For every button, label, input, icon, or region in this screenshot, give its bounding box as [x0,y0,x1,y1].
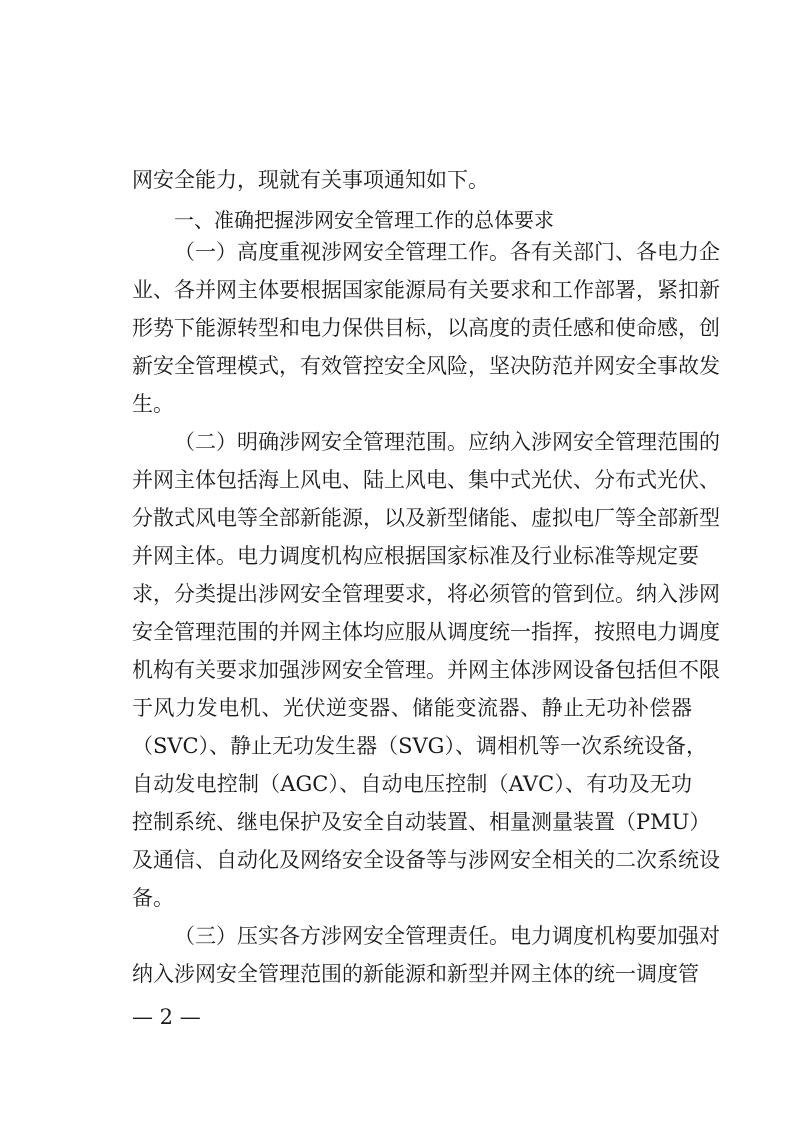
section-heading: 一、准确把握涉网安全管理工作的总体要求 [174,208,554,232]
paragraph-line: （SVC）、静止无功发生器（SVG）、调相机等一次系统设备， [132,734,707,758]
paragraph-line: 生。 [132,392,174,416]
paragraph-line: 自动发电控制（AGC）、自动电压控制（AVC）、有功及无功 [132,772,692,796]
paragraph-line: 及通信、自动化及网络安全设备等与涉网安全相关的二次系统设 [132,848,720,872]
paragraph-line: （三）压实各方涉网安全管理责任。电力调度机构要加强对 [174,924,720,948]
paragraph-line: 于风力发电机、光伏逆变器、储能变流器、静止无功补偿器 [132,696,692,720]
paragraph-line: 网安全能力，现就有关事项通知如下。 [132,168,489,192]
paragraph-line: 求，分类提出涉网安全管理要求，将必须管的管到位。纳入涉网 [132,582,720,606]
paragraph-line: 分散式风电等全部新能源，以及新型储能、虚拟电厂等全部新型 [132,506,720,530]
paragraph-line: 机构有关要求加强涉网安全管理。并网主体涉网设备包括但不限 [132,658,720,682]
paragraph-line: 业、各并网主体要根据国家能源局有关要求和工作部署，紧扣新 [132,278,720,302]
paragraph-line: （二）明确涉网安全管理范围。应纳入涉网安全管理范围的 [174,430,720,454]
paragraph-line: 控制系统、继电保护及安全自动装置、相量测量装置（PMU） [132,810,711,834]
paragraph-line: 并网主体。电力调度机构应根据国家标准及行业标准等规定要 [132,544,699,568]
paragraph-line: 备。 [132,886,174,910]
paragraph-line: 并网主体包括海上风电、陆上风电、集中式光伏、分布式光伏、 [132,468,720,492]
paragraph-line: 新安全管理模式，有效管控安全风险，坚决防范并网安全事故发 [132,354,720,378]
page-number: — 2 — [132,1005,201,1029]
paragraph-line: （一）高度重视涉网安全管理工作。各有关部门、各电力企 [174,240,720,264]
paragraph-line: 安全管理范围的并网主体均应服从调度统一指挥，按照电力调度 [132,620,720,644]
paragraph-line: 纳入涉网安全管理范围的新能源和新型并网主体的统一调度管 [132,962,699,986]
paragraph-line: 形势下能源转型和电力保供目标，以高度的责任感和使命感，创 [132,316,720,340]
